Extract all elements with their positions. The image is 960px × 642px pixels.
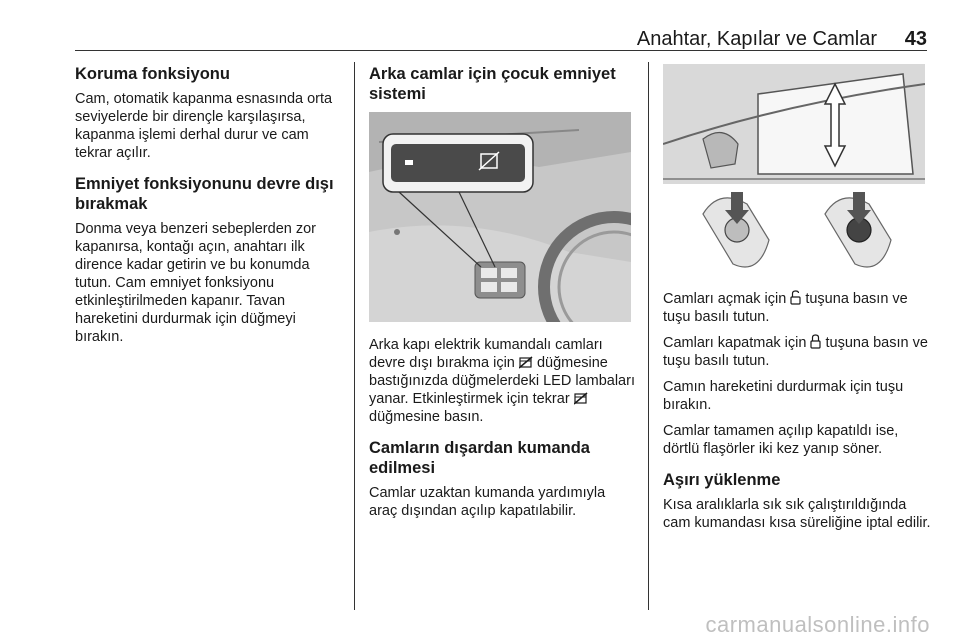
column-1 [75, 64, 345, 354]
watermark: carmanualsonline.info [705, 612, 930, 637]
paragraph-hareketi-durdurmak: Camın hareketini durdurmak için tuşu bırakın. [663, 379, 904, 413]
door-panel-illustration [369, 112, 631, 322]
unlock-icon [790, 290, 801, 305]
child-lock-window-icon [574, 392, 588, 405]
header-rule [75, 50, 927, 51]
child-lock-window-icon [519, 356, 533, 369]
text-part-3: düğmesine basın. [369, 409, 484, 425]
text-part-2: tuşuna basın ve tuşu basılı tutun. [663, 291, 908, 325]
paragraph-cocuk-emniyet [369, 336, 635, 426]
text-part-1: Camları kapatmak için [663, 335, 807, 351]
header-title: Anahtar, Kapılar ve Camlar [636, 28, 877, 50]
heading-emniyet-devre-disi: Emniyet fonksiyonunu devre dışı bırakmak [75, 175, 334, 213]
text-part-2: tuşuna basın ve tuşu basılı tutun. [663, 335, 928, 369]
column-3 [663, 64, 933, 540]
text-part-2: düğmesine bastığınızda düğmelerdeki LED lambaları yanar. Etkinleştirmek için tekrar [369, 355, 635, 407]
paragraph-camlari-acmak [663, 290, 933, 326]
text-part-1: Arka kapı elektrik kumandalı camları devre dışı bırakma için [369, 337, 603, 371]
column-divider-1 [354, 62, 355, 610]
paragraph-dortlu-flasor: Camlar tamamen açılıp kapatıldı ise, dörtlü flaşörler iki kez yanıp söner. [663, 423, 899, 457]
paragraph-koruma: Cam, otomatik kapanma esnasında orta seviyelerde bir dirençle karşılaşırsa, kapanma işlemi derhal durur ve cam tekrar açılır. [75, 91, 333, 161]
paragraph-asiri-yuklenme: Kısa aralıklarla sık sık çalıştırıldığında cam kumandası kısa süreliğine iptal edilir. [663, 497, 931, 531]
heading-cocuk-emniyet: Arka camlar için çocuk emniyet sistemi [369, 65, 616, 103]
heading-asiri-yuklenme: Aşırı yüklenme [663, 471, 781, 489]
page-header [75, 22, 927, 52]
column-2 [369, 64, 635, 528]
text-part-1: Camları açmak için [663, 291, 787, 307]
heading-disardan-kumanda: Camların dışardan kumanda edilmesi [369, 439, 590, 477]
heading-koruma: Koruma fonksiyonu [75, 65, 230, 83]
lock-icon [810, 334, 821, 349]
paragraph-disardan-kumanda: Camlar uzaktan kumanda yardımıyla araç dışından açılıp kapatılabilir. [369, 485, 606, 519]
paragraph-camlari-kapatmak [663, 334, 933, 370]
column-divider-2 [648, 62, 649, 610]
page-number: 43 [904, 28, 927, 50]
paragraph-emniyet-devre-disi: Donma veya benzeri sebeplerden zor kapanırsa, kontağı açın, anahtarı ilk dirence kadar getirin ve bu konumda tutun. Cam emniyet fonksiyonu etkinleştirilmeden kapanır. Tavan hareketini durdurmak için düğmeyi bırakın. [75, 221, 316, 345]
remote-key-window-illustration [663, 64, 925, 276]
